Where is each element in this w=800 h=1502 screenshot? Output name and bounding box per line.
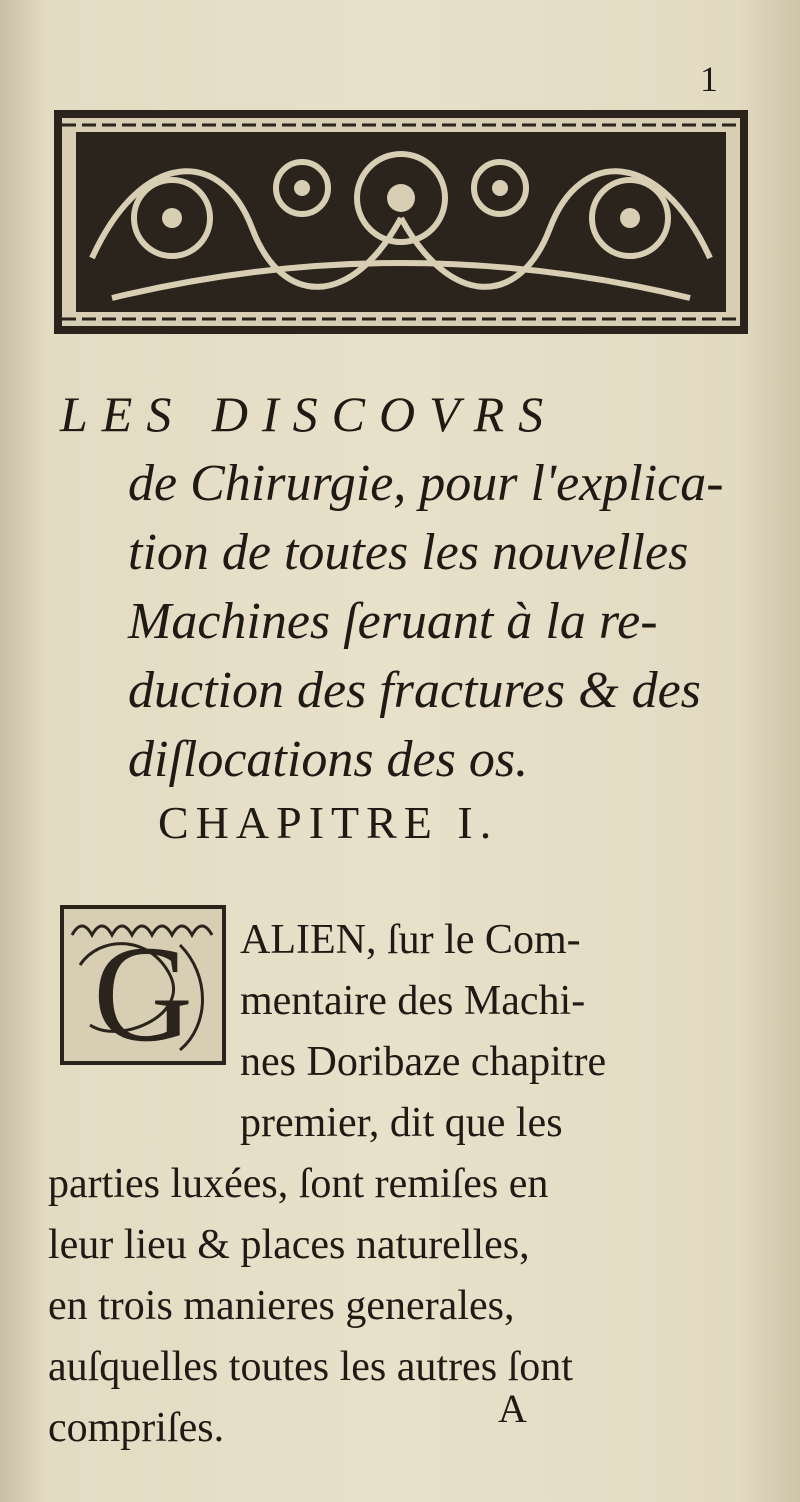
title-line: diſlocations des os.: [128, 731, 529, 788]
text-line: en trois manieres generales,: [48, 1283, 515, 1329]
text-line: auſquelles toutes les autres ſont: [48, 1344, 573, 1390]
text-line: nes Doribaze chapitre: [240, 1039, 607, 1085]
title-line: de Chirurgie, pour l'explica-: [128, 455, 724, 512]
title-line: LES DISCOVRS: [60, 386, 558, 442]
text-line: compriſes.: [48, 1405, 225, 1451]
title-line: tion de toutes les nouvelles: [128, 524, 689, 581]
text-line: mentaire des Machi-: [240, 978, 586, 1024]
chapter-text: [48, 910, 708, 1459]
chapter-heading: CHAPITRE I.: [158, 797, 499, 848]
title-line: duction des fractures & des: [128, 662, 701, 719]
text-line: leur lieu & places naturelles,: [48, 1222, 530, 1268]
text-line: ALIEN, ſur le Com-: [240, 917, 581, 963]
svg-text:G: G: [93, 917, 193, 1065]
floral-headpiece-ornament-icon: [52, 108, 750, 336]
text-line: premier, dit que les: [240, 1100, 563, 1146]
text-line: parties luxées, ſont remiſes en: [48, 1161, 549, 1207]
page-number: 1: [700, 59, 718, 99]
discourse-title: [60, 380, 724, 794]
title-line: Machines ſeruant à la re-: [128, 593, 658, 650]
signature-mark: A: [498, 1386, 527, 1431]
